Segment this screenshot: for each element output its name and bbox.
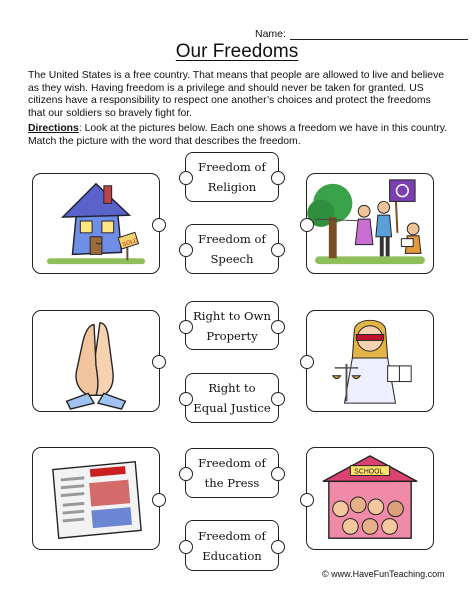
protest-icon bbox=[307, 174, 433, 273]
word-label bbox=[198, 453, 266, 493]
picture-house[interactable] bbox=[32, 173, 160, 274]
word-line-2: Speech bbox=[210, 252, 254, 266]
word-label bbox=[193, 378, 270, 418]
word-line-1: Freedom of bbox=[198, 456, 266, 470]
sold-sign: SOLD bbox=[121, 237, 139, 249]
page-title: Our Freedoms bbox=[175, 41, 299, 62]
word-freedom-of-speech[interactable] bbox=[185, 224, 279, 274]
word-line-2: the Press bbox=[204, 476, 260, 490]
footer-copyright: © www.HaveFunTeaching.com bbox=[322, 569, 445, 579]
word-right-to-equal-justice[interactable] bbox=[185, 373, 279, 423]
picture-newspaper[interactable] bbox=[32, 447, 160, 550]
word-label bbox=[198, 229, 266, 269]
word-freedom-of-religion[interactable] bbox=[185, 152, 279, 202]
praying-hands-icon bbox=[33, 311, 159, 411]
word-line-1: Freedom of bbox=[198, 160, 266, 174]
picture-protest[interactable] bbox=[306, 173, 434, 274]
school-icon bbox=[307, 448, 433, 549]
word-label bbox=[198, 157, 266, 197]
name-label: Name: bbox=[255, 28, 286, 40]
house-icon bbox=[33, 174, 159, 273]
directions-label: Directions bbox=[28, 123, 79, 134]
word-line-2: Religion bbox=[207, 180, 257, 194]
word-label bbox=[193, 306, 271, 346]
word-line-1: Right to Own bbox=[193, 308, 271, 323]
word-line-2: Equal Justice bbox=[193, 401, 271, 415]
word-line-1: Freedom of bbox=[198, 232, 266, 246]
school-sign: SCHOOL bbox=[354, 468, 384, 476]
picture-school[interactable] bbox=[306, 447, 434, 550]
newspaper-icon bbox=[33, 448, 159, 549]
name-field bbox=[255, 28, 468, 40]
picture-hands[interactable] bbox=[32, 310, 160, 412]
word-line-1: Right to bbox=[208, 381, 256, 395]
word-line-2: Property bbox=[206, 328, 258, 343]
lady-justice-icon bbox=[307, 311, 433, 411]
word-line-2: Education bbox=[202, 548, 262, 563]
name-line[interactable] bbox=[290, 29, 468, 40]
directions-paragraph bbox=[28, 123, 448, 148]
word-line-1: Freedom of bbox=[198, 528, 266, 543]
word-right-to-own-property[interactable] bbox=[185, 301, 279, 350]
picture-justice[interactable] bbox=[306, 310, 434, 412]
intro-paragraph: The United States is a free country. That means that people are allowed to live and believe as they wish. Having freedom is a privilege and should never be taken for granted. US citizens have a responsibility to respect one another’s choices and protect the freedoms that our soldiers so bravely fight for. bbox=[28, 70, 445, 119]
word-freedom-of-education[interactable] bbox=[185, 520, 279, 571]
directions-text: : Look at the pictures below. Each one shows a freedom we have in this country. Match the picture with the word that describes the freedom. bbox=[28, 123, 448, 147]
word-freedom-of-the-press[interactable] bbox=[185, 448, 279, 498]
word-label bbox=[198, 526, 266, 566]
